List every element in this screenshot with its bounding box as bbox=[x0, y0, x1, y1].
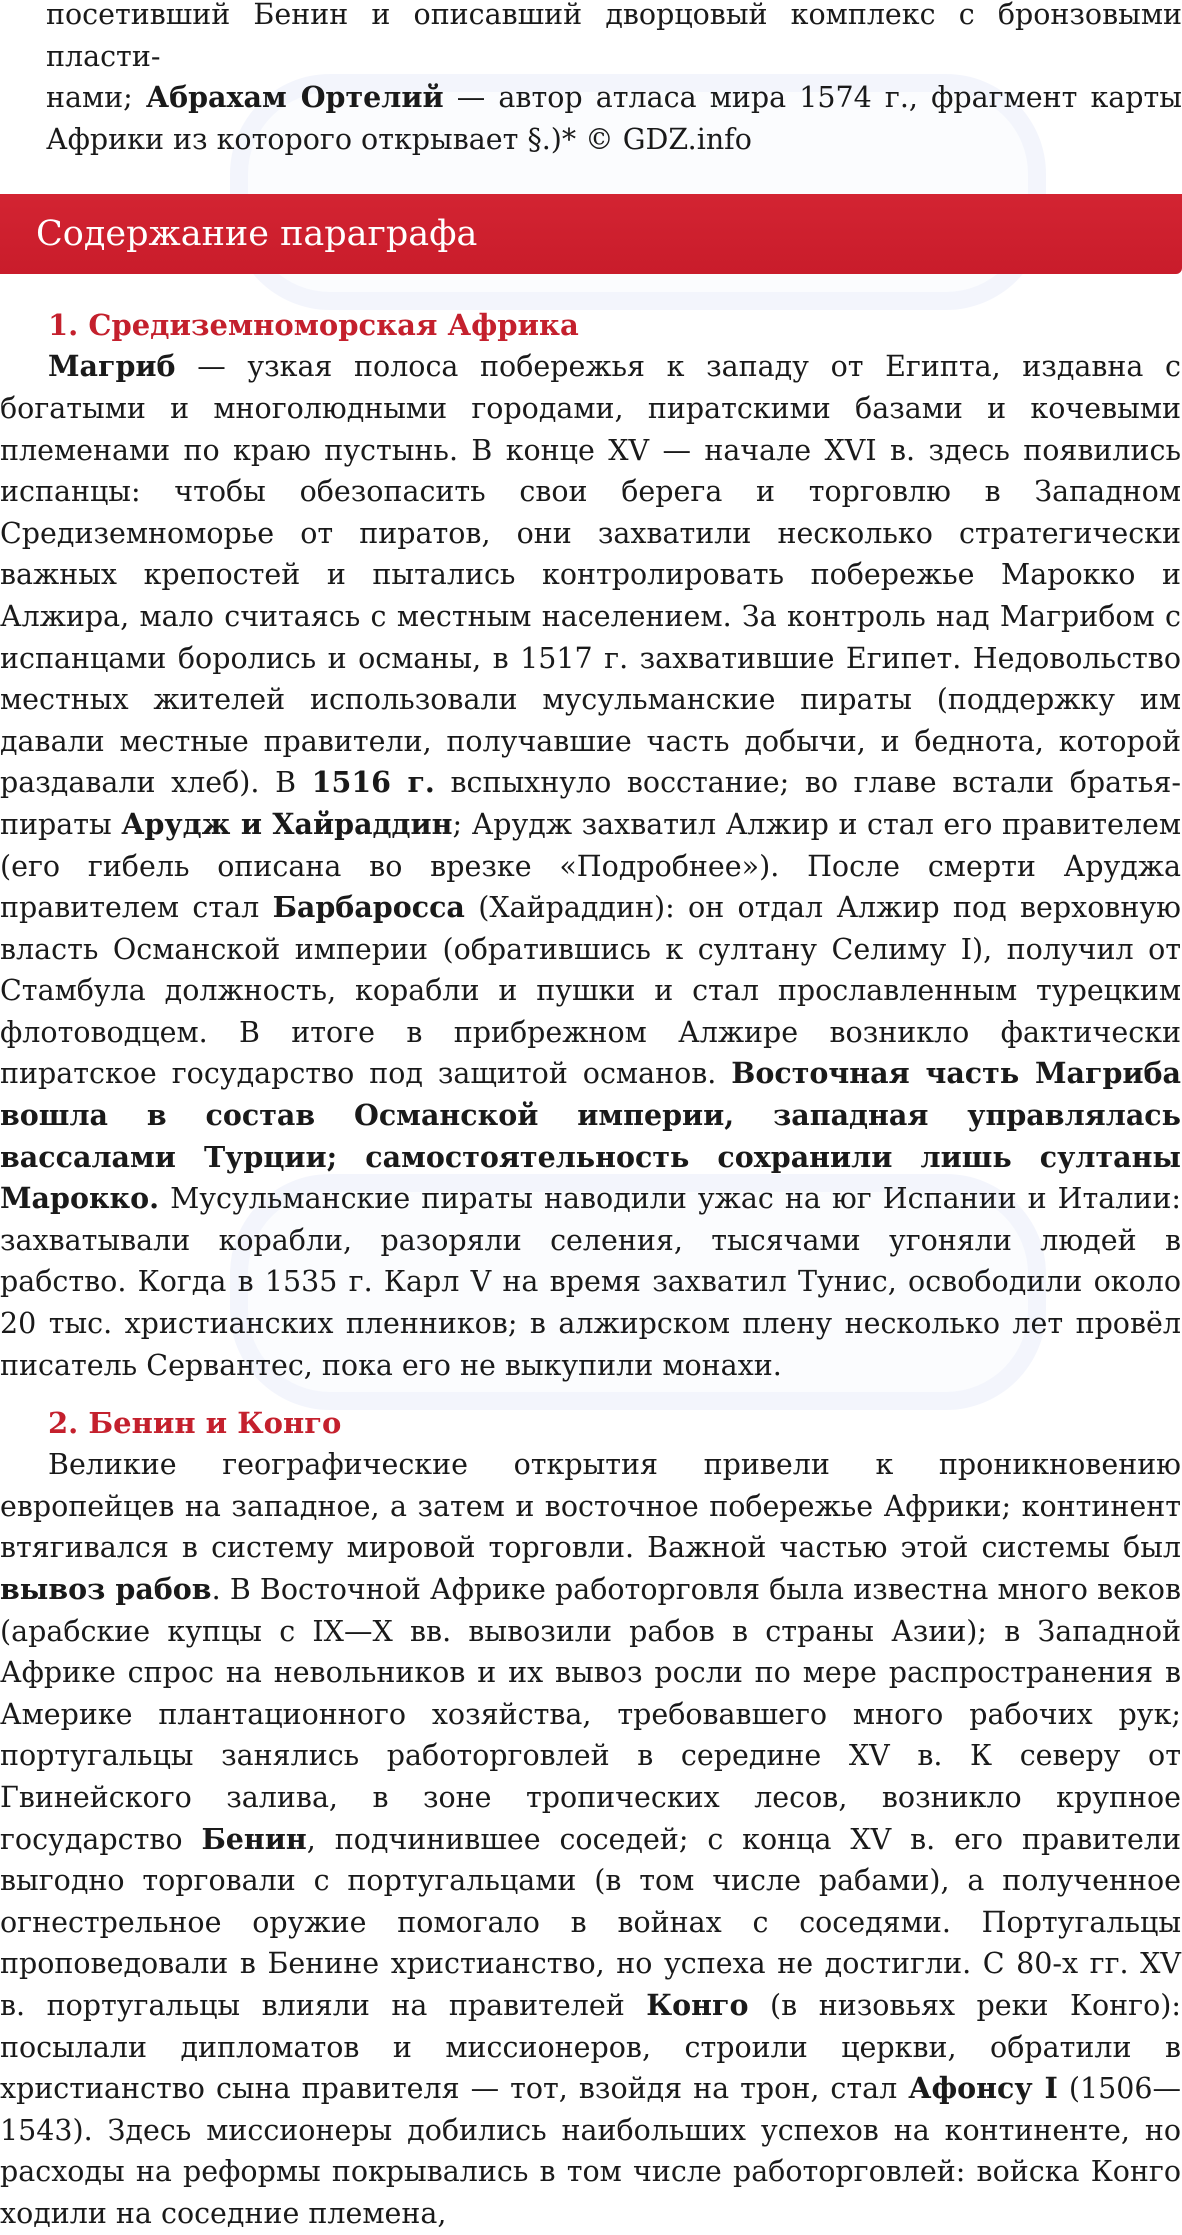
intro-paragraph bbox=[0, 0, 1182, 160]
term-benin: Бенин bbox=[201, 1821, 307, 1856]
term-maghreb: Магриб bbox=[48, 349, 176, 384]
text-segment: . В Восточной Африке работорговля была известна много веков (арабские купцы с IX—X вв. вывозили рабов в страны Азии); в Западной Африке спрос на невольников и их вывоз росли по мере распространения в Америке плантационного хозяйства, требовавшего много рабочих рук; португальцы занялись работорговлей в середине XV в. К северу от Гвинейского залива, в зоне тропических лесов, возникло крупное государство bbox=[0, 1573, 1181, 1856]
banner-title: Содержание параграфа bbox=[36, 214, 478, 255]
intro-line-2a: нами; bbox=[46, 81, 146, 115]
term-summary: Восточная часть Магриба вошла в состав Османской империи, западная управлялась вассалами Турции; самостоятельность сохранили лишь султаны Марокко. bbox=[0, 1056, 1181, 1216]
section-banner bbox=[0, 194, 1182, 274]
text-segment: — узкая полоса побережья к западу от Египта, издавна с богатыми и многолюдными городами, пиратскими базами и кочевыми племенами по краю пустынь. В конце XV — начале XVI в. здесь появились испанцы: чтобы обезопасить свои берега и торговлю в Западном Средиземноморье от пиратов, они захватили несколько стратегически важных крепостей и пытались контролировать побережье Марокко и Алжира, мало считаясь с местным населением. За контроль над Магрибом с испанцами боролись и османы, в 1517 г. захватившие Египет. Недовольство местных жителей использовали мусульманские пираты (поддержку им давали местные правители, получавшие часть добычи, и беднота, которой раздавали хлеб). В bbox=[0, 350, 1181, 800]
term-slave-export: вывоз рабов bbox=[0, 1572, 212, 1606]
term-1516: 1516 г. bbox=[311, 765, 435, 800]
text-segment: (1506—1543). Здесь миссионеры добились наибольших успехов на континенте, но расходы на реформы покрывались в том числе работорговлей: войска Конго ходили на соседние племена, bbox=[0, 2072, 1181, 2230]
paragraph-maghreb bbox=[0, 346, 1182, 1386]
intro-line-2b: — автор атласа мира 1574 г., фрагмент карты bbox=[443, 81, 1182, 115]
section-heading-2: 2. Бенин и Конго bbox=[48, 1406, 342, 1441]
paragraph-benin-congo bbox=[0, 1444, 1182, 2234]
text-segment: (Хайраддин): он отдал Алжир под верховную власть Османской империи (обратившись к султану Селиму I), получил от Стамбула должность, корабли и пушки и стал прославленным турецким флотоводцем. В итоге в прибрежном Алжире возникло фактически пиратское государство под защитой османов. bbox=[0, 891, 1181, 1091]
term-brothers: Арудж и Хайраддин bbox=[121, 806, 453, 841]
intro-line-3: Африки из которого открывает §.)* © GDZ.info bbox=[46, 122, 752, 156]
text-segment: Великие географические открытия привели к проникновению европейцев на западное, а затем и восточное побережье Африки; континент втягивался в систему мировой торговли. Важной частью этой системы был bbox=[0, 1448, 1181, 1565]
section-heading-1: 1. Средиземноморская Африка bbox=[48, 308, 579, 343]
text-segment: Мусульманские пираты наводили ужас на юг Испании и Италии: захватывали корабли, разоряли селения, тысячами угоняли людей в рабство. Когда в 1535 г. Карл V на время захватил Тунис, освободили около 20 тыс. христианских пленников; в алжирском плену несколько лет провёл писатель Сервантес, пока его не выкупили монахи. bbox=[0, 1182, 1181, 1382]
text-segment: вспыхнуло восстание; во главе встали братья-пираты bbox=[0, 766, 1182, 841]
ortelius-name: Абрахам Ортелий bbox=[145, 80, 444, 115]
text-segment: , подчинившее соседей; с конца XV в. его правители выгодно торговали с португальцами (в том числе рабами), а полученное огнестрельное оружие помогало в войнах с соседями. Португальцы проповедовали в Бенине христианство, но успеха не достигли. С 80-х гг. XV в. португальцы влияли на правителей bbox=[0, 1822, 1181, 2022]
term-barbarossa: Барбаросса bbox=[272, 890, 465, 925]
intro-line-1: посетивший Бенин и описавший дворцовый комплекс с бронзовыми пласти- bbox=[46, 0, 1182, 73]
term-afonso: Афонсу I bbox=[908, 2071, 1058, 2106]
term-congo: Конго bbox=[646, 1987, 749, 2022]
text-segment: ; Арудж захватил Алжир и стал его правителем (его гибель описана во врезке «Подробнее»). После смерти Аруджа правителем стал bbox=[0, 807, 1181, 925]
text-segment: (в низовьях реки Конго): посылали дипломатов и миссионеров, строили церкви, обратили в христианство сына правителя — тот, взойдя на трон, стал bbox=[0, 1988, 1181, 2106]
